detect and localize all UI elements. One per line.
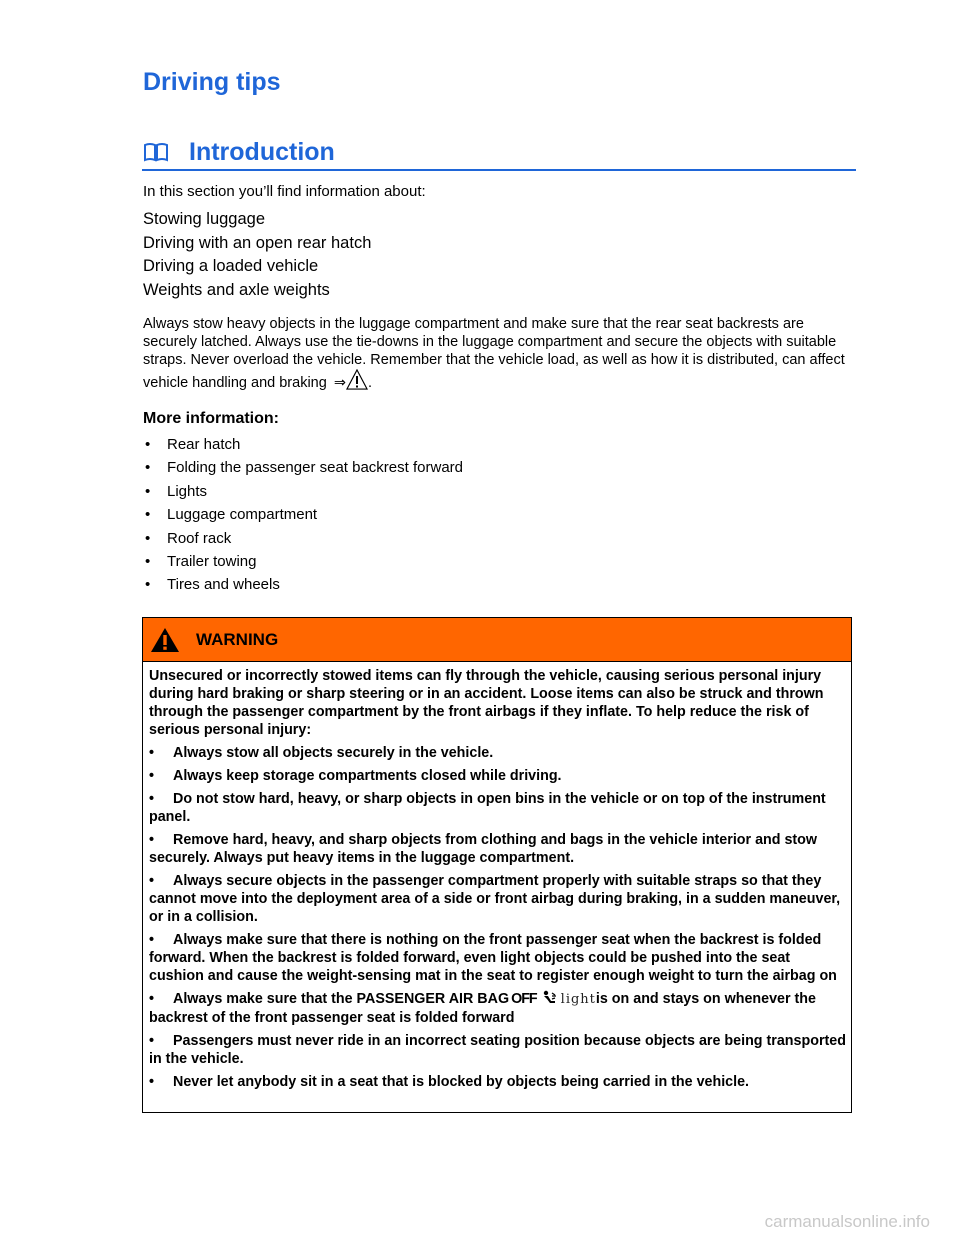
bullet: • — [149, 768, 155, 784]
more-info-item[interactable] — [143, 573, 463, 596]
more-info-label: Luggage compartment — [167, 506, 318, 524]
passenger-seat-icon — [541, 990, 557, 1005]
bullet: • — [145, 482, 151, 500]
book-icon — [143, 141, 169, 163]
bullet: • — [145, 436, 151, 453]
section-title: Introduction — [189, 137, 335, 166]
warning-label: WARNING — [196, 629, 279, 649]
warning-triangle-icon — [150, 627, 180, 653]
warning-item-text: Always secure objects in the passenger compartment properly with suitable straps so that they cannot move into the deployment area of a side or front airbag during braking, in a sudden maneuver, or in a collision. — [149, 873, 841, 925]
light-word: light — [560, 992, 596, 1007]
intro-text: In this section you’ll find information about: — [143, 183, 426, 200]
warning-item-text: is on and stays on whenever the backrest of the front passenger seat is folded forward — [149, 991, 816, 1026]
bullet: • — [145, 506, 151, 524]
bullet: • — [149, 1033, 155, 1049]
more-info-title: More information: — [143, 410, 279, 427]
topic-item: Stowing luggage — [143, 210, 266, 228]
warning-item-text: Always make sure that there is nothing on the front passenger seat when the backrest is folded forward. When the backrest is folded forward, even light objects could be pushed into the seat cushion and cause the weight-sensing mat in the seat to register enough weight to turn the airbag on — [149, 932, 837, 984]
warning-item — [149, 931, 846, 985]
warning-item — [149, 744, 846, 762]
more-info-label: Trailer towing — [167, 553, 257, 571]
more-info-label: Tires and wheels — [167, 576, 280, 594]
bullet: • — [145, 459, 151, 477]
warning-item — [149, 1032, 846, 1068]
warning-item-text: Passengers must never ride in an incorrect seating position because objects are being transported in the vehicle. — [149, 1033, 846, 1067]
paragraph-text: Always stow heavy objects in the luggage compartment and make sure that the rear seat backrests are securely latched. Always use the tie-downs in the luggage compartment and secure the objects with suitable straps. Never overload the vehicle. Remember that the vehicle load, as well as how it is distributed, can affect vehicle handling and braking — [143, 316, 845, 391]
warning-body — [143, 662, 851, 1091]
warning-item — [149, 767, 846, 785]
warning-item — [149, 872, 846, 926]
warning-item-airbag — [149, 990, 846, 1027]
topic-list — [143, 208, 371, 302]
more-info-list — [143, 433, 463, 597]
bullet: • — [149, 791, 155, 807]
warning-item-text: Do not stow hard, heavy, or sharp objects in open bins in the vehicle or on top of the instrument panel. — [149, 791, 826, 825]
more-info-label: Roof rack — [167, 529, 232, 547]
bullet: • — [149, 745, 155, 761]
arrow-ref: ⇒ — [333, 375, 346, 391]
topic-item: Driving with an open rear hatch — [143, 233, 372, 252]
topic-item: Driving a loaded vehicle — [143, 257, 319, 275]
warning-item — [149, 831, 846, 867]
topic-item: Weights and axle weights — [143, 280, 330, 299]
more-info-item[interactable] — [143, 527, 463, 550]
warning-item-text: Always stow all objects securely in the vehicle. — [173, 745, 494, 761]
warning-triangle-icon — [346, 369, 368, 391]
paragraph-end: . — [368, 375, 373, 391]
warning-item-text: Always make sure that the PASSENGER AIR BAG — [173, 991, 510, 1007]
more-info-item[interactable] — [143, 480, 463, 503]
warning-item — [149, 790, 846, 826]
bullet: • — [149, 932, 155, 948]
warning-box — [142, 617, 852, 1113]
more-info-label: Folding the passenger seat backrest forward — [167, 459, 463, 477]
warning-item-text: Always keep storage compartments closed while driving. — [173, 768, 562, 784]
warning-intro: Unsecured or incorrectly stowed items can fly through the vehicle, causing serious personal injury during hard braking or sharp steering or in an accident. Loose items can also be struck and thrown through the passenger compartment by the front airbags if they inflate. To help reduce the risk of serious personal injury: — [149, 668, 824, 738]
chapter-title: Driving tips — [143, 68, 281, 96]
more-info-item[interactable] — [143, 456, 463, 479]
warning-header — [143, 618, 851, 662]
more-info-label: Lights — [167, 482, 208, 500]
stowing-paragraph — [143, 315, 853, 392]
bullet: • — [149, 991, 155, 1007]
bullet: • — [149, 832, 155, 848]
airbag-off-icon: OFF — [511, 991, 537, 1007]
bullet: • — [145, 529, 151, 547]
bullet: • — [145, 576, 151, 594]
warning-item-text: Remove hard, heavy, and sharp objects from clothing and bags in the vehicle interior and stow securely. Always put heavy items in the luggage compartment. — [149, 832, 818, 866]
warning-item — [149, 1073, 846, 1091]
more-info-item[interactable] — [143, 503, 463, 526]
bullet: • — [145, 553, 151, 571]
watermark: carmanualsonline.info — [764, 1212, 930, 1231]
warning-item-text: Never let anybody sit in a seat that is blocked by objects being carried in the vehicle. — [173, 1074, 750, 1090]
bullet: • — [149, 1074, 155, 1090]
section-header — [142, 135, 856, 171]
more-info-item[interactable] — [143, 550, 463, 573]
bullet: • — [149, 873, 155, 889]
more-info-label: Rear hatch — [167, 436, 241, 453]
more-info-item[interactable] — [143, 433, 463, 456]
